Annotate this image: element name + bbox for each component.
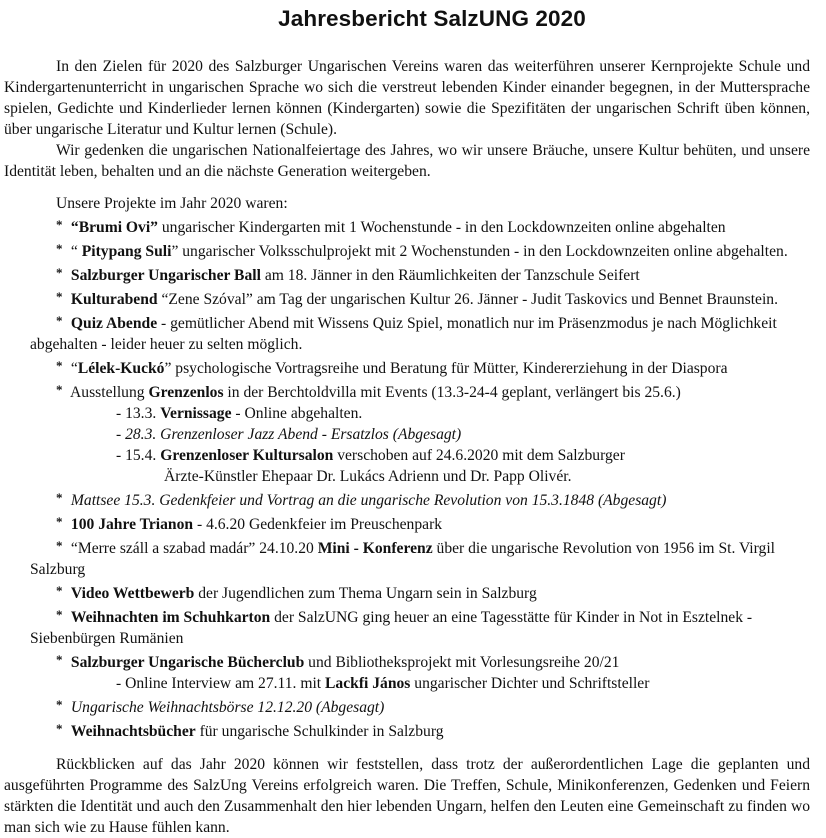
project-grenzenlos: * Ausstellung Grenzenlos in der Berchtoldvilla mit Events (13.3-24-4 geplant, verlängert bis 25.6.) — [4, 379, 810, 403]
bullet-star-icon: * — [56, 490, 63, 505]
projects-intro: Unsere Projekte im Jahr 2020 waren: — [56, 195, 288, 212]
project-quiz-abende: * Quiz Abende - gemütlicher Abend mit Wissens Quiz Spiel, monatlich nur im Präsenzmodus je nach Möglichkeit abgehalten - leider heuer zu selten möglich. — [4, 310, 810, 355]
buecherclub-online-interview: - Online Interview am 27.11. mit Lackfi János ungarischer Dichter und Schriftsteller — [116, 675, 650, 692]
project-pitypang-suli: * “ Pitypang Suli” ungarischer Volksschulprojekt mit 2 Wochenstunden - in den Lockdownzeiten online abgehalten. — [4, 238, 810, 262]
project-weihnachtsbuecher: * Weihnachtsbücher für ungarische Schulkinder in Salzburg — [4, 718, 810, 742]
bullet-star-icon: * — [56, 265, 63, 280]
project-mattsee: * Mattsee 15.3. Gedenkfeier und Vortrag an die ungarische Revolution von 15.3.1848 (Abgesagt) — [4, 487, 810, 511]
grenzenlos-kultursalon: - 15.4. Grenzenloser Kultursalon verschoben auf 24.6.2020 mit dem Salzburger — [116, 447, 625, 464]
bullet-star-icon: * — [56, 217, 63, 232]
project-schuhkarton: * Weihnachten im Schuhkarton der SalzUNG ging heuer an eine Tagesstätte für Kinder in Not in Esztelnek - Siebenbürgen Rumänien — [4, 604, 810, 649]
project-lelek-kucko: * “Lélek-Kuckó” psychologische Vortragsreihe und Beratung für Mütter, Kindererziehung in der Diaspora — [4, 355, 810, 379]
project-trianon: * 100 Jahre Trianon - 4.6.20 Gedenkfeier im Preuschenpark — [4, 511, 810, 535]
bullet-star-icon: * — [56, 721, 63, 736]
bullet-star-icon: * — [56, 583, 63, 598]
grenzenlos-vernissage: - 13.3. Vernissage - Online abgehalten. — [116, 405, 363, 422]
project-video-wettbewerb: * Video Wettbewerb der Jugendlichen zum Thema Ungarn sein in Salzburg — [4, 580, 810, 604]
bullet-star-icon: * — [56, 289, 63, 304]
document-body — [4, 56, 810, 838]
bullet-star-icon: * — [56, 652, 63, 667]
project-kulturabend: * Kulturabend “Zene Szóval” am Tag der ungarischen Kultur 26. Jänner - Judit Taskovics und Bennet Braunstein. — [4, 286, 810, 310]
project-brumi-ovi: * “Brumi Ovi” ungarischer Kindergarten mit 1 Wochenstunde - in den Lockdownzeiten online abgehalten — [4, 214, 810, 238]
document-title: Jahresbericht SalzUNG 2020 — [278, 6, 586, 31]
project-buecherclub: * Salzburger Ungarische Bücherclub und Bibliotheksprojekt mit Vorlesungsreihe 20/21 — [4, 649, 810, 673]
grenzenlos-jazz-abend: - 28.3. Grenzenloser Jazz Abend - Ersatzlos (Abgesagt) — [116, 426, 462, 443]
project-mini-konferenz: * “Merre száll a szabad madár” 24.10.20 Mini - Konferenz über die ungarische Revolution von 1956 im St. Virgil Salzburg — [4, 535, 810, 580]
bullet-star-icon: * — [56, 607, 63, 622]
project-ungarischer-ball: * Salzburger Ungarischer Ball am 18. Jänner in den Räumlichkeiten der Tanzschule Seifert — [4, 262, 810, 286]
bullet-star-icon: * — [56, 358, 63, 373]
bullet-star-icon: * — [56, 382, 63, 397]
closing-paragraph: Rückblicken auf das Jahr 2020 können wir feststellen, dass trotz der außerordentlichen Lage die geplanten und ausgeführten Programme des SalzUng Vereins erfolgreich waren. Die Treffen, Schule, Minikonferenzen, Gedenken und Feiern stärkten die Identität und auch den Zusammenhalt den hier lebenden Ungarn, helfen den Leuten eine Gemeinschaft zu finden wo man sich wie zu Hause fühlen kann. — [4, 756, 810, 836]
bullet-star-icon: * — [56, 514, 63, 529]
bullet-star-icon: * — [56, 313, 63, 328]
project-weihnachtsboerse: * Ungarische Weihnachtsbörse 12.12.20 (Abgesagt) — [4, 694, 810, 718]
grenzenlos-kultursalon-cont: Ärzte-Künstler Ehepaar Dr. Lukács Adrienn und Dr. Papp Olivér. — [164, 468, 572, 485]
intro-paragraph-goals: In den Zielen für 2020 des Salzburger Ungarischen Vereins waren das weiterführen unserer Kernprojekte Schule und Kindergartenunterricht in ungarischen Sprache wo sich die verstreut lebenden Kinder einander begegnen, in der Muttersprache spielen, Gedichte und Kinderlieder lernen können (Kindergarten) sowie die Spezifitäten der ungarischen Schrift üben können, über ungarische Literatur und Kultur lernen (Schule). — [4, 58, 810, 138]
bullet-star-icon: * — [56, 697, 63, 712]
intro-paragraph-feiertage: Wir gedenken die ungarischen Nationalfeiertage des Jahres, wo wir unsere Bräuche, unsere Kultur behüten, und unsere Identität leben, behalten und an die nächste Generation weitergeben. — [4, 142, 810, 180]
bullet-star-icon: * — [56, 241, 63, 256]
bullet-star-icon: * — [56, 538, 63, 553]
